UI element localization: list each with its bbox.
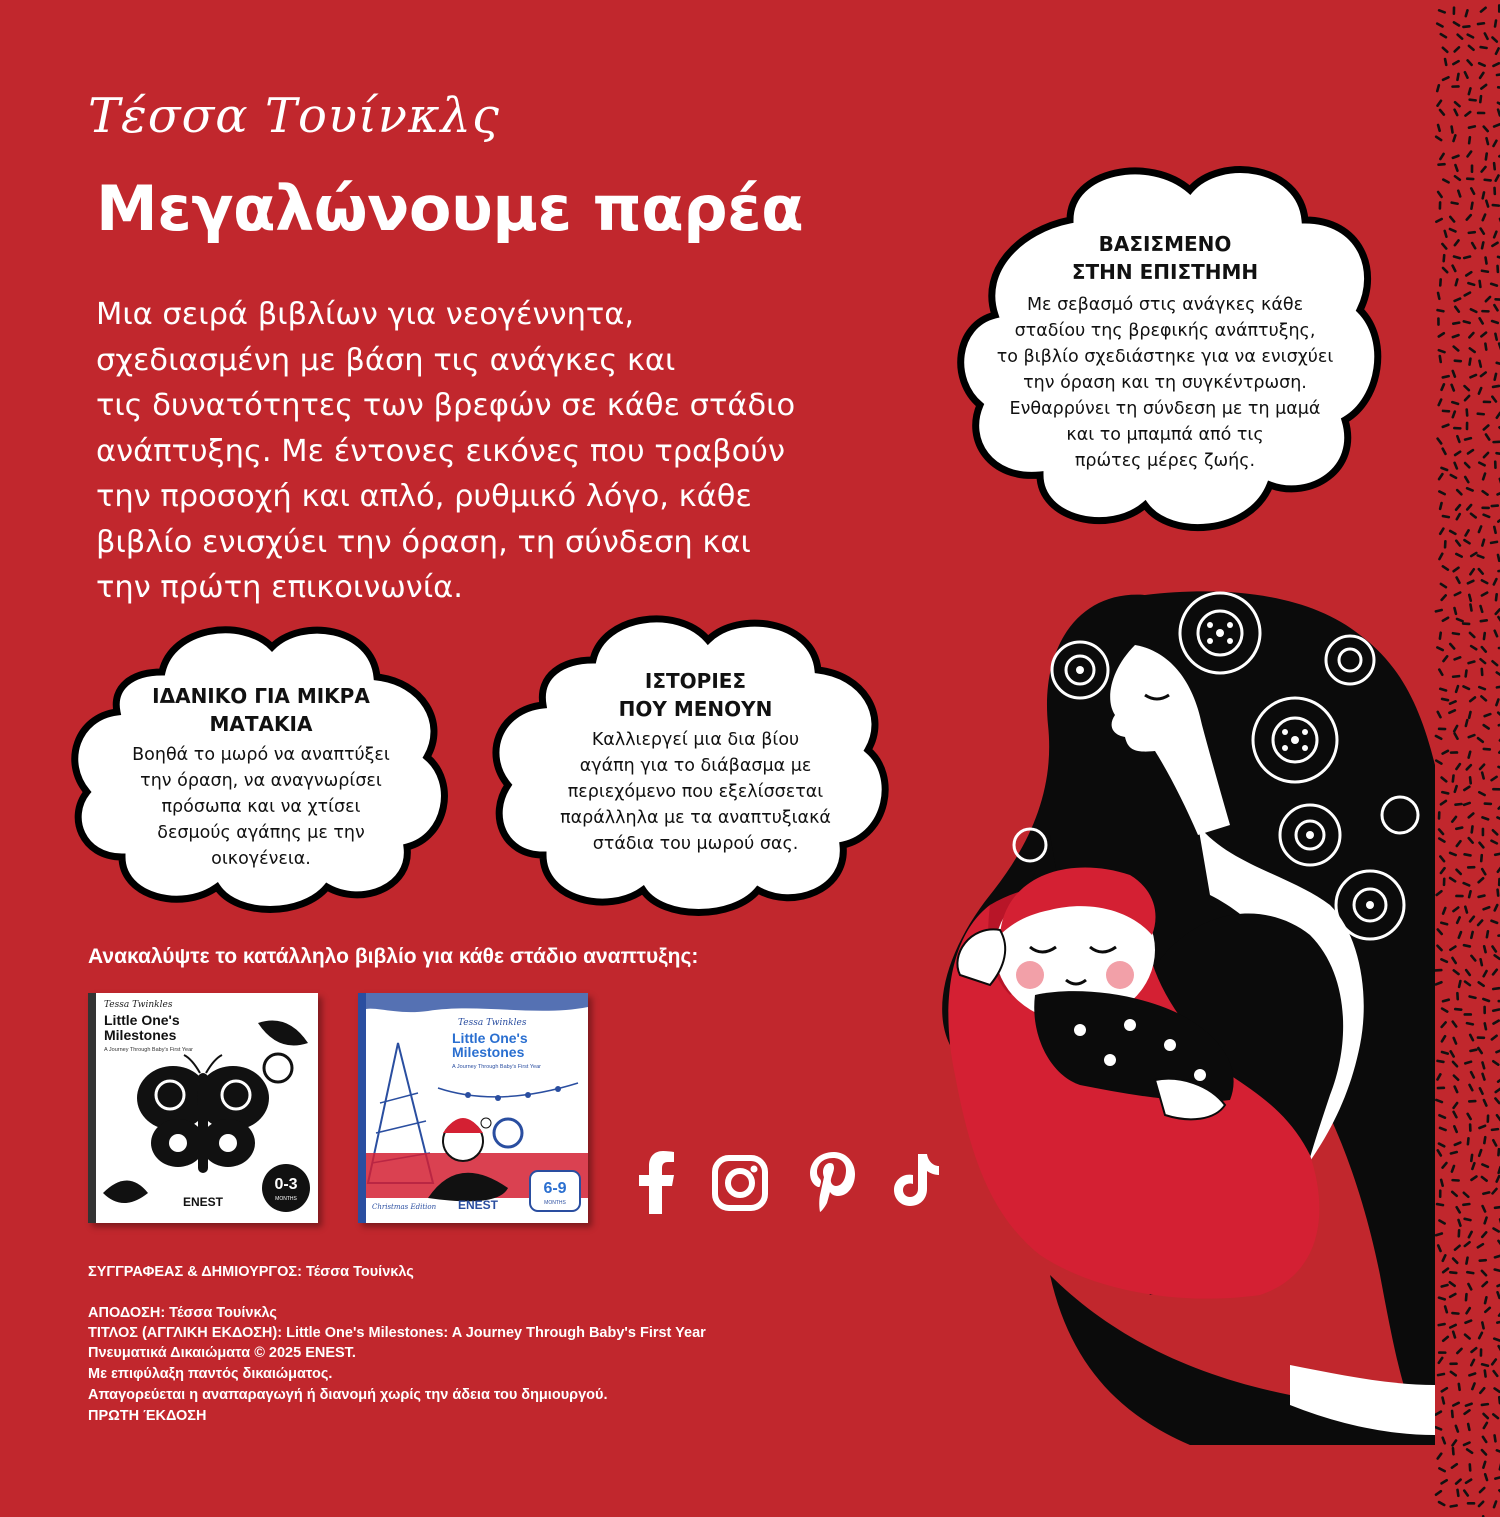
dash-mark — [1472, 826, 1473, 832]
dash-mark — [1468, 1424, 1469, 1430]
dash-mark — [1453, 323, 1459, 324]
intro-line: Μια σειρά βιβλίων για νεογέννητα, — [96, 297, 635, 332]
dash-mark — [1493, 386, 1499, 387]
dash-pattern-strip — [1432, 0, 1500, 1517]
dash-mark — [1457, 74, 1458, 80]
dash-mark — [1452, 127, 1453, 133]
dash-mark — [1469, 712, 1470, 718]
dash-mark — [1479, 361, 1480, 367]
dash-mark — [1493, 1010, 1499, 1011]
dash-mark — [1467, 1023, 1473, 1024]
credits-line: Πνευματικά Δικαιώματα © 2025 ENEST. — [88, 1345, 356, 1361]
dash-mark — [1459, 1220, 1461, 1226]
dash-mark — [1439, 164, 1445, 165]
dash-mark — [1455, 608, 1456, 614]
dash-mark — [1458, 1490, 1459, 1496]
dash-mark — [1453, 776, 1454, 782]
cloud-body-line: σταδίου της βρεφικής ανάπτυξης, — [1014, 321, 1316, 341]
cloud-stories-that-last — [483, 605, 908, 923]
dash-mark — [1438, 1374, 1444, 1375]
dash-mark — [1492, 1129, 1498, 1130]
dash-mark — [1443, 516, 1449, 517]
dash-mark — [1452, 1411, 1453, 1417]
dash-mark — [1481, 855, 1482, 861]
dash-mark — [1438, 293, 1439, 299]
dash-mark — [1455, 361, 1461, 362]
cloud-text — [483, 667, 908, 857]
dash-mark — [1485, 1023, 1486, 1029]
dash-mark — [1491, 284, 1497, 286]
dash-mark — [1465, 907, 1467, 913]
dash-mark — [1481, 606, 1483, 612]
dash-mark — [1493, 205, 1499, 206]
dash-mark — [1453, 676, 1459, 677]
dash-mark — [1442, 1285, 1448, 1287]
dash-mark — [1482, 1322, 1483, 1328]
dash-mark — [1458, 191, 1460, 197]
cloud-body-line: Με σεβασμό στις ανάγκες κάθε — [1026, 295, 1304, 315]
dash-mark — [1495, 21, 1496, 27]
book-title-line1: Little One's — [452, 1030, 528, 1046]
dash-mark — [1494, 163, 1495, 169]
dash-mark — [1438, 310, 1444, 311]
dash-mark — [1442, 792, 1448, 793]
dash-mark — [1470, 996, 1476, 997]
dash-mark — [1469, 88, 1471, 94]
pinterest-icon[interactable] — [808, 1150, 858, 1214]
book-edition: Christmas Edition — [372, 1203, 437, 1211]
dash-mark — [1498, 555, 1499, 561]
intro-line: τις δυνατότητες των βρεφών σε κάθε στάδιο — [96, 388, 796, 423]
dash-mark — [1456, 279, 1458, 285]
dash-mark — [1468, 283, 1474, 285]
dash-mark — [1437, 85, 1439, 91]
book-cover-0-3-months — [88, 993, 318, 1223]
author-name: Τέσσα Τουίνκλς — [88, 88, 500, 144]
dash-mark — [1495, 854, 1500, 855]
dash-mark — [1455, 786, 1457, 792]
dash-mark — [1481, 47, 1487, 48]
dash-mark — [1443, 1398, 1444, 1404]
discover-heading: Ανακαλύψτε το κατάλληλο βιβλίο για κάθε στάδιο αναπτυξης: — [88, 945, 699, 968]
dash-mark — [1495, 334, 1496, 340]
dash-mark — [1495, 374, 1496, 380]
dash-mark — [1492, 321, 1498, 323]
dash-mark — [1486, 201, 1488, 207]
cloud-ideal-for-little-eyes — [62, 612, 460, 922]
credits-line: ΤΙΤΛΟΣ (ΑΓΓΛΙΚΗ ΕΚΔΟΣΗ): Little One's Milestones: A Journey Through Baby's First Year — [88, 1325, 706, 1341]
cloud-body-line: Ενθαρρύνει τη σύνδεση με τη μαμά — [1009, 399, 1321, 419]
dash-mark — [1470, 100, 1476, 101]
cloud-heading-line: ΒΑΣΙΣΜΕΝΟ — [1098, 232, 1232, 256]
dash-mark — [1441, 1180, 1442, 1186]
cloud-body-line: Καλλιεργεί μια δια βίου — [591, 730, 800, 750]
book-title-line2: Milestones — [104, 1027, 177, 1043]
dash-mark — [1497, 453, 1500, 454]
dash-mark — [1465, 854, 1471, 855]
book-subtitle: A Journey Through Baby's First Year — [104, 1047, 193, 1053]
dash-mark — [1478, 23, 1484, 24]
dash-mark — [1483, 1462, 1485, 1468]
cloud-body-line: αγάπη για το διάβασμα με — [579, 756, 812, 776]
dash-mark — [1494, 527, 1495, 533]
dash-mark — [1445, 59, 1446, 65]
dash-mark — [1437, 1204, 1443, 1205]
dash-mark — [1471, 203, 1472, 209]
book-publisher: ENEST — [182, 1195, 224, 1209]
dash-mark — [1482, 271, 1488, 272]
dash-mark — [1470, 605, 1471, 611]
mother-and-baby-illustration — [930, 575, 1435, 1455]
dash-mark — [1440, 689, 1446, 691]
dash-mark — [1452, 402, 1458, 404]
dash-mark — [1485, 344, 1486, 350]
dash-mark — [1465, 1219, 1471, 1220]
dash-mark — [1485, 1218, 1487, 1224]
dash-mark — [1494, 1339, 1500, 1341]
dash-mark — [1471, 1155, 1472, 1161]
dash-mark — [1471, 932, 1472, 938]
intro-line: σχεδιασμένη με βάση τις ανάγκες και — [96, 342, 676, 378]
dash-mark — [1453, 1332, 1455, 1338]
dash-mark — [1495, 1256, 1500, 1258]
book-publisher: ENEST — [457, 1198, 499, 1212]
dash-mark — [1485, 1297, 1486, 1303]
cloud-body-line: την όραση και τη συγκέντρωση. — [1023, 373, 1307, 393]
dash-mark — [1436, 610, 1442, 611]
dash-mark — [1469, 126, 1475, 127]
book-author-script: Tessa Twinkles — [104, 1000, 173, 1010]
dash-mark — [1436, 1234, 1442, 1236]
dash-mark — [1465, 438, 1471, 439]
dash-mark — [1439, 1298, 1445, 1300]
dash-mark — [1451, 1505, 1457, 1506]
dash-mark — [1485, 1474, 1487, 1480]
cloud-body-line: πρόσωπα και να χτίσει — [161, 797, 361, 817]
dash-mark — [1439, 1324, 1445, 1325]
dash-mark — [1444, 255, 1445, 261]
cloud-body-line: πρώτες μέρες ζωής. — [1074, 451, 1256, 471]
dash-mark — [1445, 231, 1447, 237]
dash-mark — [1443, 1000, 1449, 1002]
cloud-body-line: το βιβλίο σχεδιάστηκε για να ενισχύει — [996, 347, 1334, 367]
dash-mark — [1463, 26, 1469, 27]
dash-mark — [1484, 749, 1490, 750]
dash-mark — [1469, 752, 1471, 758]
dash-mark — [1495, 1477, 1500, 1478]
book-title-line2: Milestones — [452, 1044, 525, 1060]
dash-mark — [1483, 192, 1484, 198]
dash-mark — [1467, 1272, 1473, 1273]
dash-mark — [1480, 281, 1481, 287]
dash-mark — [1480, 1260, 1486, 1261]
credits-line: Με επιφύλαξη παντός δικαιώματος. — [88, 1366, 333, 1382]
book-age-badge: 6-9 — [543, 1180, 567, 1197]
cloud-body-line: Βοηθά το μωρό να αναπτύξει — [132, 745, 390, 765]
series-title: Μεγαλώνουμε παρέα — [96, 172, 804, 245]
dash-mark — [1466, 1404, 1472, 1406]
dash-mark — [1495, 1270, 1500, 1271]
dash-mark — [1482, 1364, 1488, 1366]
dash-mark — [1498, 890, 1499, 896]
cloud-heading-line: ΜΑΤΑΚΙΑ — [209, 712, 313, 736]
dash-mark — [1484, 946, 1485, 952]
intro-paragraph — [96, 292, 926, 611]
cloud-body-line: παράλληλα με τα αναπτυξιακά — [560, 808, 831, 828]
dash-mark — [1484, 633, 1485, 639]
book-age-badge: 0-3 — [274, 1176, 298, 1193]
dash-mark — [1486, 258, 1487, 264]
cloud-body-line: την όραση, να αναγνωρίσει — [140, 771, 382, 791]
dash-mark — [1464, 945, 1470, 946]
credits-creator: ΣΥΓΓΡΑΦΕΑΣ & ΔΗΜΙΟΥΡΓΟΣ: Τέσσα Τουίνκλς — [88, 1264, 414, 1280]
book-cover-6-9-months-christmas — [358, 993, 588, 1223]
dash-mark — [1453, 633, 1459, 634]
dash-mark — [1450, 1272, 1456, 1273]
book-author-script: Tessa Twinkles — [458, 1018, 527, 1028]
instagram-icon[interactable] — [712, 1155, 768, 1211]
dash-mark — [1487, 138, 1488, 144]
dash-mark — [1459, 981, 1460, 987]
cloud-text — [950, 230, 1380, 474]
dash-mark — [1465, 1062, 1471, 1064]
dash-mark — [1454, 135, 1456, 141]
intro-line: την πρώτη επικοινωνία. — [96, 570, 463, 605]
credits-line: ΠΡΩΤΗ ΈΚΔΟΣΗ — [88, 1408, 207, 1424]
cloud-based-on-science — [950, 150, 1390, 550]
dash-mark — [1438, 125, 1440, 131]
dash-mark — [1464, 803, 1470, 805]
book-age-unit: MONTHS — [275, 1196, 297, 1202]
dash-mark — [1482, 773, 1484, 779]
dash-mark — [1470, 1050, 1476, 1051]
dash-mark — [1469, 595, 1471, 601]
dash-mark — [1442, 1052, 1448, 1054]
dash-mark — [1468, 1138, 1469, 1144]
dash-mark — [1456, 686, 1458, 692]
dash-mark — [1440, 356, 1441, 362]
dash-mark — [1455, 804, 1461, 805]
dash-mark — [1442, 699, 1448, 700]
dash-mark — [1479, 1150, 1481, 1156]
cloud-heading-line: ΙΔΑΝΙΚΟ ΓΙΑ ΜΙΚΡΑ — [152, 684, 370, 708]
dash-mark — [1440, 503, 1441, 509]
dash-mark — [1464, 257, 1470, 258]
dash-mark — [1469, 891, 1470, 897]
cloud-body-line: στάδια του μωρού σας. — [592, 834, 799, 854]
dash-mark — [1483, 474, 1485, 480]
dash-mark — [1481, 959, 1482, 965]
cloud-heading-line: ΠΟΥ ΜΕΝΟΥΝ — [618, 697, 773, 721]
dash-mark — [1464, 321, 1470, 323]
dash-mark — [1482, 1404, 1488, 1405]
dash-mark — [1498, 1292, 1500, 1298]
dash-mark — [1482, 540, 1484, 546]
dash-mark — [1495, 1435, 1496, 1441]
dash-mark — [1479, 896, 1485, 897]
dash-mark — [1466, 10, 1468, 16]
dash-mark — [1452, 203, 1458, 204]
dash-mark — [1469, 232, 1475, 233]
dash-mark — [1470, 359, 1471, 365]
dash-mark — [1451, 1152, 1457, 1153]
dash-mark — [1483, 1192, 1489, 1193]
dash-mark — [1491, 542, 1497, 543]
dash-mark — [1480, 96, 1481, 102]
book-title-line1: Little One's — [104, 1012, 180, 1028]
dash-mark — [1483, 1074, 1485, 1080]
dash-mark — [1495, 1207, 1500, 1208]
cloud-heading-line: ΣΤΗΝ ΕΠΙΣΤΗΜΗ — [1071, 260, 1259, 284]
dash-mark — [1466, 720, 1467, 726]
credits-line: ΑΠΟΔΟΣΗ: Τέσσα Τουίνκλς — [88, 1305, 277, 1321]
cloud-body-line: οικογένεια. — [211, 849, 311, 869]
dash-mark — [1469, 662, 1475, 664]
dash-mark — [1493, 988, 1499, 989]
dash-mark — [1443, 376, 1449, 377]
dash-mark — [1438, 1061, 1444, 1062]
dash-mark — [1485, 180, 1491, 181]
cloud-body-line: περιεχόμενο που εξελίσσεται — [567, 782, 824, 802]
dash-mark — [1485, 1371, 1486, 1377]
intro-line: την προσοχή και απλό, ρυθμικό λόγο, κάθε — [96, 479, 752, 514]
dash-mark — [1482, 242, 1483, 248]
book-subtitle: A Journey Through Baby's First Year — [452, 1064, 541, 1070]
dash-mark — [1486, 154, 1487, 160]
dash-mark — [1456, 828, 1462, 829]
dash-mark — [1483, 1062, 1485, 1068]
tiktok-icon[interactable] — [892, 1152, 940, 1208]
dash-mark — [1481, 620, 1487, 621]
credits-line: Απαγορεύεται η αναπαραγωγή ή διανομή χωρίς την άδεια του δημιουργού. — [88, 1387, 608, 1403]
dash-mark — [1452, 1313, 1458, 1314]
dash-mark — [1469, 1373, 1475, 1375]
cloud-heading-line: ΙΣΤΟΡΙΕΣ — [644, 669, 747, 693]
dash-mark — [1478, 414, 1484, 415]
book-age-unit: MONTHS — [544, 1200, 566, 1206]
dash-mark — [1455, 1009, 1461, 1010]
dash-mark — [1487, 931, 1488, 937]
dash-mark — [1466, 671, 1467, 677]
dash-mark — [1440, 633, 1441, 639]
dash-mark — [1469, 137, 1470, 143]
dash-mark — [1445, 1306, 1447, 1312]
cloud-body-line: και το μπαμπά από τις — [1066, 425, 1264, 445]
intro-line: βιβλίο ενισχύει την όραση, τη σύνδεση και — [96, 524, 751, 560]
dash-mark — [1454, 256, 1460, 258]
dash-mark — [1441, 923, 1447, 925]
dash-mark — [1496, 594, 1497, 600]
dash-mark — [1484, 1137, 1485, 1143]
dash-mark — [1459, 1384, 1460, 1390]
dash-mark — [1463, 1204, 1469, 1205]
cloud-text — [62, 682, 460, 872]
cloud-body-line: δεσμούς αγάπης με την — [157, 823, 365, 843]
intro-line: ανάπτυξης. Με έντονες εικόνες που τραβούν — [96, 433, 785, 469]
facebook-icon[interactable] — [635, 1150, 677, 1214]
dash-mark — [1470, 777, 1471, 783]
dash-mark — [1466, 1258, 1467, 1264]
